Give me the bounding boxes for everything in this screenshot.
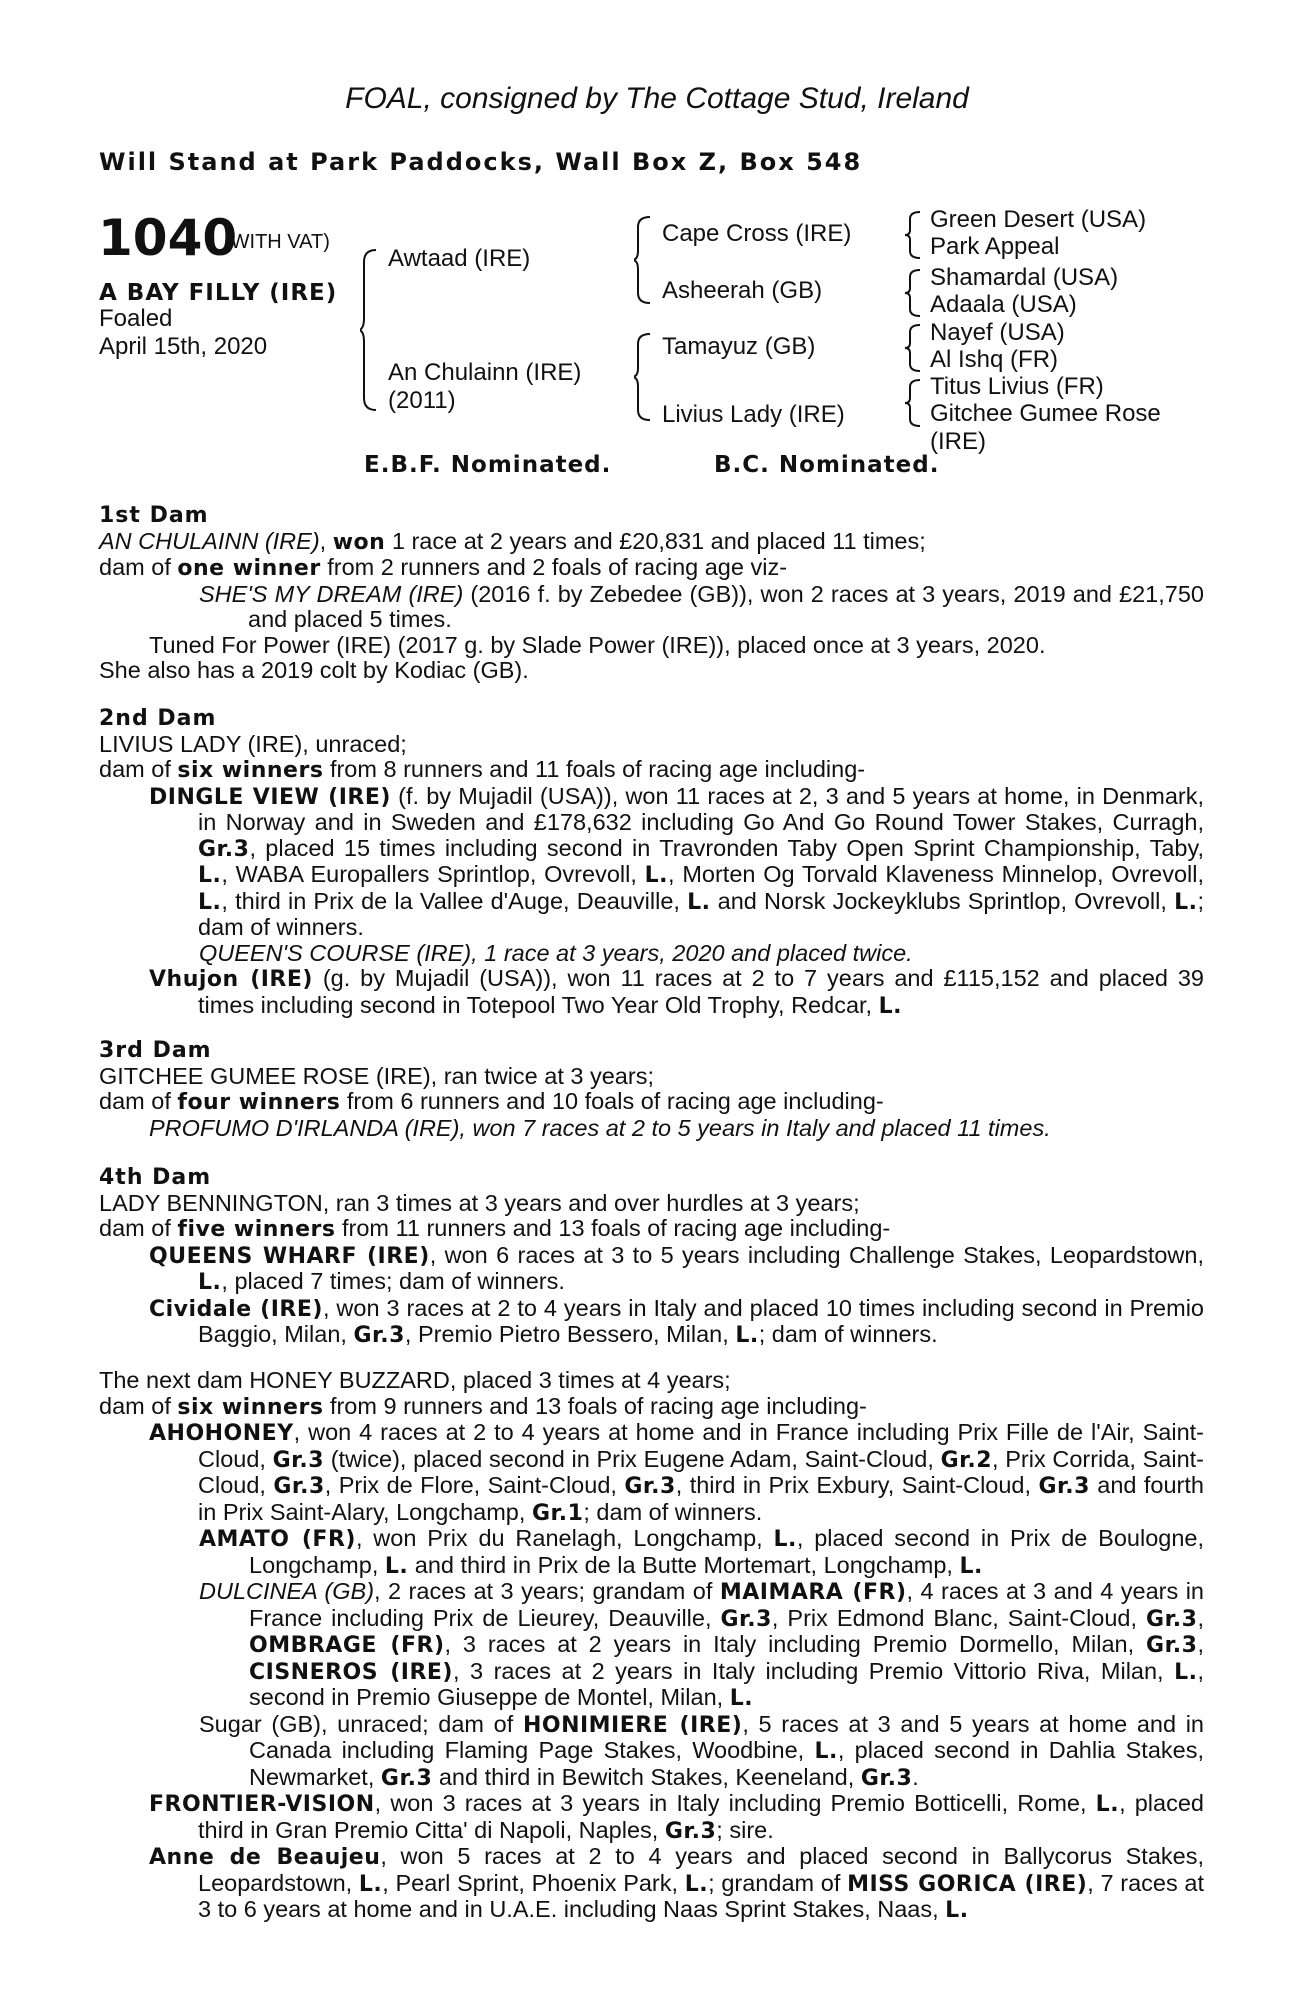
text: ; dam of winners. xyxy=(583,1498,763,1525)
text: from 8 runners and 11 foals of racing age including- xyxy=(323,756,866,782)
pedigree-dam-name: An Chulainn (IRE) xyxy=(388,359,582,386)
pedigree-sire: Awtaad (IRE) xyxy=(388,245,531,272)
listed-label: L. xyxy=(1174,889,1198,915)
foaled-info xyxy=(99,305,267,361)
grade-label: Gr.3 xyxy=(664,1818,717,1844)
first-dam-note: She also has a 2019 colt by Kodiac (GB). xyxy=(99,657,529,683)
grade-label: Gr.3 xyxy=(860,1765,913,1791)
text: and third in Prix de la Butte Mortemart, Longchamp, xyxy=(408,1551,960,1578)
produce-subentry xyxy=(99,1712,1204,1792)
text: , xyxy=(1197,1631,1204,1657)
lot-number: 1040 xyxy=(98,209,238,267)
text: , won 3 races at 3 years in Italy including Premio Botticelli, Rome, xyxy=(374,1790,1096,1816)
text: Tuned For Power (IRE) (2017 g. by Slade Power (IRE)), placed once at 3 years, 2020. xyxy=(149,631,1046,658)
text: , placed second in Prix de Boulogne, Longchamp, xyxy=(249,1525,1205,1578)
fourth-dam-line: LADY BENNINGTON, ran 3 times at 3 years and over hurdles at 3 years; xyxy=(99,1189,860,1216)
listed-label: L. xyxy=(814,1739,838,1764)
text: dam of xyxy=(99,756,178,782)
text: , won 6 races at 3 to 5 years including Challenge Stakes, Leopardstown, xyxy=(429,1241,1204,1268)
text: (f. by Mujadil (USA)), won 11 races at 2, 3 and 5 years at home, in Denmark, in Norway and in Sweden and £178,632 including Go And Go Round Tower Stakes, Curragh, xyxy=(198,782,1204,835)
text: (g. by Mujadil (USA)), won 11 races at 2 to 7 years and £115,152 and placed 39 times including second in Totepool Two Year Old Trophy, Redcar, xyxy=(198,965,1204,1018)
pedigree-brace-ds xyxy=(904,323,924,373)
consignor-heading: FOAL, consigned by The Cottage Stud, Ireland xyxy=(345,82,969,115)
produce-entry xyxy=(99,1243,1204,1296)
pedigree-sire-dam: Asheerah (GB) xyxy=(662,277,823,304)
text: , 5 races at 3 and 5 years at home and in Canada including Flaming Page Stakes, Woodbine, xyxy=(249,1710,1204,1763)
second-dam-section xyxy=(99,706,1204,1019)
grade-label: Gr.3 xyxy=(273,1474,325,1499)
grade-label: Gr.3 xyxy=(1146,1633,1198,1658)
produce-entry xyxy=(99,582,1204,633)
text: , Morten Og Torvald Klaveness Minnelop, Ovrevoll, xyxy=(668,861,1204,887)
produce-name: MAIMARA (FR) xyxy=(719,1580,907,1605)
text: , Prix de Flore, Saint-Cloud, xyxy=(324,1472,625,1498)
text: , 3 races at 2 years in Italy including Premio Vittorio Riva, Milan, xyxy=(453,1657,1175,1684)
listed-label: L. xyxy=(687,889,711,915)
second-dam-header: 2nd Dam xyxy=(99,706,217,731)
listed-label: L. xyxy=(644,863,669,888)
text: , Prix Corrida, Saint-Cloud, xyxy=(198,1445,1205,1498)
third-dam-line: GITCHEE GUMEE ROSE (IRE), ran twice at 3 years; xyxy=(99,1062,654,1089)
pedigree-ddd-country: (IRE) xyxy=(930,428,986,455)
text: , Prix Edmond Blanc, Saint-Cloud, xyxy=(771,1604,1147,1631)
produce-name: AMATO (FR) xyxy=(199,1527,356,1552)
produce-name: QUEEN'S COURSE (IRE) xyxy=(199,939,472,966)
text: . xyxy=(912,1763,919,1790)
grade-label: Gr.3 xyxy=(198,836,250,862)
produce-name: AHOHONEY xyxy=(149,1421,294,1446)
grade-label: Gr.1 xyxy=(531,1500,584,1526)
grade-label: Gr.3 xyxy=(624,1474,676,1499)
next-dam-line: The next dam HONEY BUZZARD, placed 3 times at 4 years; xyxy=(99,1367,731,1393)
grade-label: Gr.2 xyxy=(940,1447,993,1473)
grade-label: Gr.3 xyxy=(380,1765,433,1791)
produce-subentry xyxy=(99,941,1204,967)
text: from 11 runners and 13 foals of racing age including- xyxy=(335,1215,891,1241)
listed-label: L. xyxy=(198,889,222,915)
text: , Pearl Sprint, Phoenix Park, xyxy=(382,1869,685,1896)
foaled-date: April 15th, 2020 xyxy=(99,333,268,360)
listed-label: L. xyxy=(684,1871,709,1897)
second-dam-produce-line xyxy=(99,757,1204,784)
text: and Norsk Jockeyklubs Sprintlop, Ovrevoll, xyxy=(710,887,1175,914)
text: , xyxy=(1197,1604,1204,1631)
winners-count: five winners xyxy=(177,1217,336,1242)
text: , 7 races at 3 to 6 years at home and in U.A.E. including Naas Sprint Stakes, Naas, xyxy=(198,1869,1205,1922)
produce-entry xyxy=(99,1296,1204,1349)
text: from 6 runners and 10 foals of racing age including- xyxy=(340,1088,884,1114)
grade-label: Gr.3 xyxy=(272,1447,325,1473)
listed-label: L. xyxy=(878,993,902,1019)
grade-label: Gr.3 xyxy=(720,1606,772,1632)
pedigree-brace-dam xyxy=(634,332,654,422)
bc-nomination: B.C. Nominated. xyxy=(714,452,940,478)
listed-label: L. xyxy=(1174,1659,1198,1685)
listed-label: L. xyxy=(198,863,222,888)
third-dam-produce-line xyxy=(99,1089,1204,1116)
won-label: won xyxy=(332,529,386,555)
pedigree-ddd xyxy=(930,400,1161,456)
listed-label: L. xyxy=(945,1898,969,1923)
text: and third in Bewitch Stakes, Keeneland, xyxy=(432,1763,861,1790)
pedigree-dsd: Al Ishq (FR) xyxy=(930,346,1059,373)
first-dam-produce-line xyxy=(99,555,1204,582)
text: , won 5 races at 2 to 4 years and placed second in Ballycorus Stakes, Leopardstown, xyxy=(198,1843,1204,1896)
text: dam of xyxy=(99,1088,178,1114)
produce-name: FRONTIER-VISION xyxy=(149,1792,375,1817)
text: dam of xyxy=(99,554,178,580)
text: , third in Prix de la Vallee d'Auge, Deauville, xyxy=(221,887,688,914)
text: , won Prix du Ranelagh, Longchamp, xyxy=(355,1525,774,1551)
text: 1 race at 2 years and £20,831 and placed 11 times; xyxy=(385,527,926,554)
second-dam-line: LIVIUS LADY (IRE), unraced; xyxy=(99,730,407,757)
listed-label: L. xyxy=(735,1323,759,1348)
text: , placed 15 times including second in Travronden Taby Open Sprint Championship, Taby, xyxy=(249,834,1204,861)
pedigree-dam-dam: Livius Lady (IRE) xyxy=(662,401,845,428)
pedigree-brace-ss xyxy=(904,210,924,260)
pedigree-sds: Shamardal (USA) xyxy=(930,264,1119,291)
text: and fourth in Prix Saint-Alary, Longchamp, xyxy=(198,1472,1204,1525)
pedigree-ddd-name: Gitchee Gumee Rose xyxy=(930,400,1161,427)
pedigree-ssd: Park Appeal xyxy=(930,233,1060,260)
foaled-label: Foaled xyxy=(99,305,173,332)
vat-note: (WITH VAT) xyxy=(224,231,330,253)
produce-entry xyxy=(99,1420,1204,1526)
pedigree-sdd: Adaala (USA) xyxy=(930,291,1077,318)
next-dam-section xyxy=(99,1368,1204,1924)
text: , won 3 races at 2 to 4 years in Italy and placed 10 times including second in Premio Baggio, Milan, xyxy=(198,1294,1204,1347)
produce-name: CISNEROS (IRE) xyxy=(249,1659,453,1685)
pedigree-brace-dd xyxy=(904,378,924,428)
produce-entry xyxy=(99,966,1204,1019)
ebf-nomination: E.B.F. Nominated. xyxy=(364,452,612,478)
text: , 3 races at 2 years in Italy including Premio Dormello, Milan, xyxy=(444,1631,1147,1657)
next-dam-produce-line xyxy=(99,1394,1204,1421)
text: , 2 races at 3 years; grandam of xyxy=(374,1578,720,1604)
text: ; grandam of xyxy=(708,1869,848,1896)
text: , second in Premio Giuseppe de Montel, Milan, xyxy=(249,1657,1205,1710)
first-dam-line xyxy=(99,529,1204,556)
first-dam-header: 1st Dam xyxy=(99,503,209,528)
listed-label: L. xyxy=(1095,1792,1120,1817)
pedigree-brace-main xyxy=(360,248,380,412)
produce-entry xyxy=(99,1791,1204,1844)
text: dam of xyxy=(99,1215,178,1241)
fourth-dam-produce-line xyxy=(99,1216,1204,1243)
pedigree-dss: Nayef (USA) xyxy=(930,319,1065,346)
pedigree-dam-sire: Tamayuz (GB) xyxy=(662,333,816,360)
text: Sugar (GB), unraced; dam of xyxy=(199,1710,523,1737)
text: ; dam of winners. xyxy=(758,1321,938,1347)
text: , Premio Pietro Bessero, Milan, xyxy=(404,1321,736,1347)
produce-name: DULCINEA (GB) xyxy=(199,1578,375,1604)
first-dam-section xyxy=(99,503,1204,684)
text: from 9 runners and 13 foals of racing age including- xyxy=(323,1392,867,1419)
produce-subentry xyxy=(99,1579,1204,1712)
lot-name: A BAY FILLY (IRE) xyxy=(99,280,338,306)
text: , 4 races at 3 and 4 years in France including Prix de Lieurey, Deauville, xyxy=(249,1578,1205,1631)
produce-entry xyxy=(99,1844,1204,1924)
pedigree-dds: Titus Livius (FR) xyxy=(930,373,1104,400)
third-dam-header: 3rd Dam xyxy=(99,1038,212,1063)
grade-label: Gr.3 xyxy=(353,1323,405,1348)
text: ; dam of winners. xyxy=(198,887,1204,940)
listed-label: L. xyxy=(198,1270,222,1295)
pedigree-sss: Green Desert (USA) xyxy=(930,206,1147,233)
winners-count: one winner xyxy=(177,556,321,581)
text: , placed second in Dahlia Stakes, Newmarket, xyxy=(249,1737,1204,1790)
produce-name: Anne de Beaujeu xyxy=(149,1845,381,1870)
text: , placed 7 times; dam of winners. xyxy=(221,1268,565,1294)
pedigree-brace-sd xyxy=(904,268,924,318)
text: (twice), placed second in Prix Eugene Adam, Saint-Cloud, xyxy=(324,1445,941,1472)
text: , won 4 races at 2 to 4 years at home and in France including Prix Fille de l'Air, Saint-Cloud, xyxy=(198,1419,1204,1472)
pedigree-brace-sire xyxy=(634,215,654,305)
listed-label: L. xyxy=(959,1553,983,1579)
listed-label: L. xyxy=(384,1553,409,1579)
produce-name: Cividale (IRE) xyxy=(149,1296,323,1322)
produce-name: SHE'S MY DREAM (IRE) xyxy=(199,580,464,607)
winners-count: four winners xyxy=(177,1090,341,1115)
pedigree-sire-sire: Cape Cross (IRE) xyxy=(662,220,852,247)
produce-entry xyxy=(99,784,1204,941)
listed-label: L. xyxy=(358,1871,383,1897)
text: , placed third in Gran Premio Citta' di Napoli, Naples, xyxy=(198,1790,1204,1843)
text: , xyxy=(319,527,333,554)
produce-name: OMBRAGE (FR) xyxy=(249,1633,445,1658)
grade-label: Gr.3 xyxy=(1038,1474,1090,1499)
pedigree-dam xyxy=(388,359,581,415)
text: , WABA Europallers Sprintlop, Ovrevoll, xyxy=(221,861,645,887)
pedigree-dam-year: (2011) xyxy=(388,387,456,414)
stand-location: Will Stand at Park Paddocks, Wall Box Z, Box 548 xyxy=(99,148,863,176)
grade-label: Gr.3 xyxy=(1146,1606,1198,1632)
produce-subentry xyxy=(99,1526,1204,1579)
produce-name: Vhujon (IRE) xyxy=(149,967,313,992)
text: , 1 race at 3 years, 2020 and placed twice. xyxy=(471,939,913,966)
text: dam of xyxy=(99,1392,178,1419)
text: from 2 runners and 2 foals of racing age viz- xyxy=(320,554,788,580)
produce-entry: PROFUMO D'IRLANDA (IRE), won 7 races at 2 to 5 years in Italy and placed 11 times. xyxy=(149,1114,1051,1141)
produce-name: HONIMIERE (IRE) xyxy=(522,1712,743,1738)
produce-name: MISS GORICA (IRE) xyxy=(847,1871,1088,1897)
produce-name: DINGLE VIEW (IRE) xyxy=(149,784,391,810)
winners-count: six winners xyxy=(177,1394,324,1420)
text: (2016 f. by Zebedee (GB)), won 2 races at 3 years, 2019 and £21,750 and placed 5 times. xyxy=(248,580,1204,632)
listed-label: L. xyxy=(773,1527,797,1552)
winners-count: six winners xyxy=(177,758,324,783)
third-dam-section xyxy=(99,1038,1204,1141)
text: , third in Prix Exbury, Saint-Cloud, xyxy=(675,1472,1039,1498)
text: ; sire. xyxy=(716,1816,774,1843)
produce-name: QUEENS WHARF (IRE) xyxy=(149,1243,430,1269)
dam-name: AN CHULAINN (IRE) xyxy=(99,527,320,554)
fourth-dam-header: 4th Dam xyxy=(99,1165,212,1190)
produce-entry xyxy=(99,633,1204,659)
listed-label: L. xyxy=(729,1686,754,1711)
fourth-dam-section xyxy=(99,1165,1204,1349)
